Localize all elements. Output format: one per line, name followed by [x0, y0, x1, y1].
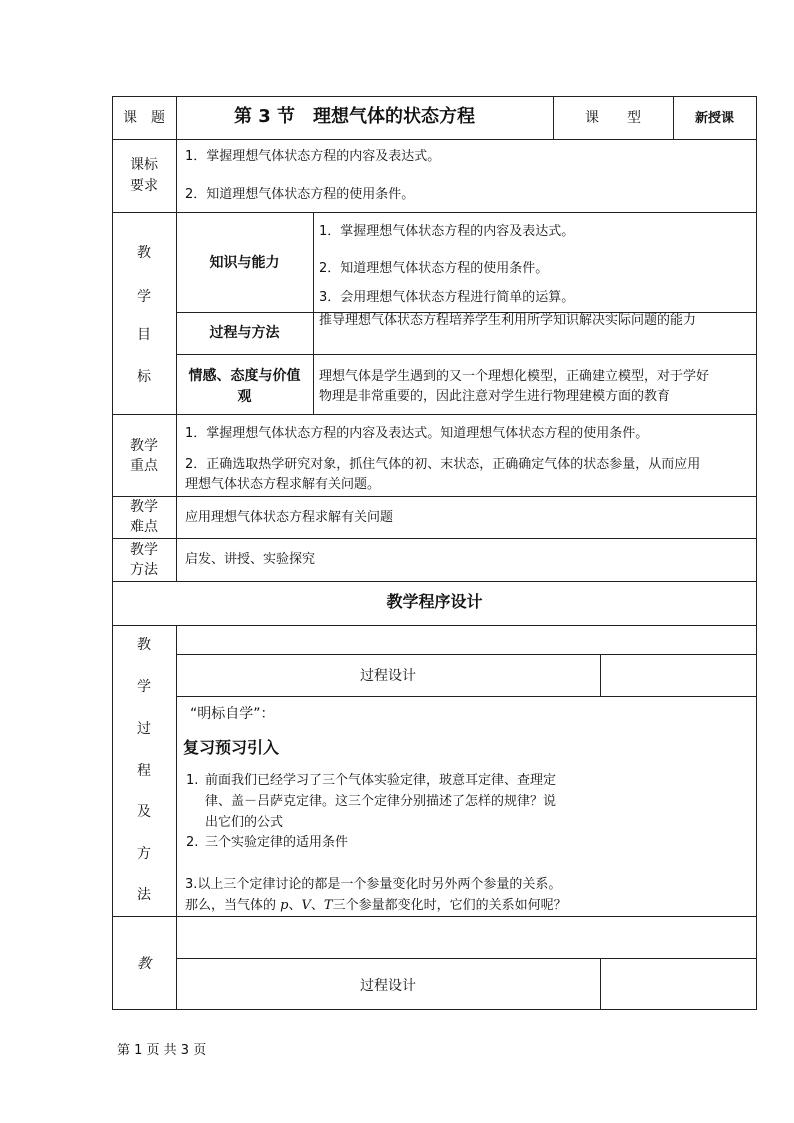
difficulties-label-line: 教学 [130, 499, 158, 515]
process2-side-char: 教 [137, 956, 151, 972]
methods-text: 启发、讲授、实验探究 [185, 552, 316, 567]
emotion-text [319, 367, 709, 407]
process-side-char: 过 [137, 721, 151, 737]
review-item-line: 出它们的公式 [205, 815, 284, 830]
lesson-title: 第 3 节 理想气体的状态方程 [234, 106, 476, 127]
program-title: 教学程序设计 [386, 592, 483, 611]
row-line [176, 958, 757, 959]
standards-label-line: 课标 [130, 157, 158, 173]
review-heading: 复习预习引入 [183, 738, 280, 757]
col-line [600, 958, 601, 1009]
text-run: 、 [310, 898, 324, 913]
emotion-text-line: 物理是非常重要的，因此注意对学生进行物理建模方面的教育 [319, 389, 671, 404]
standards-label-line: 要求 [130, 178, 158, 194]
difficulties-label-line: 难点 [130, 519, 158, 535]
table-border-bottom [112, 1009, 757, 1010]
var-v: V [301, 898, 311, 913]
row-line [176, 654, 757, 655]
subject-label: 课 题 [123, 110, 165, 126]
var-p: p [280, 898, 289, 913]
col-line [600, 654, 601, 696]
table-border-right [756, 96, 757, 1009]
table-border-top [112, 96, 757, 97]
item-number: 2. [186, 835, 199, 850]
review-item-line: 三个实验定律的适用条件 [205, 835, 349, 850]
process-method-text: 推导理想气体状态方程培养学生利用所学知识解决实际问题的能力 [319, 313, 697, 328]
key-points-label [112, 436, 176, 476]
row-line [112, 139, 757, 140]
difficulties-text: 应用理想气体状态方程求解有关问题 [185, 510, 394, 525]
objectives-label-char: 目 [137, 327, 151, 343]
key-points-line: 1．掌握理想气体状态方程的内容及表达式。知道理想气体状态方程的使用条件。 [185, 426, 649, 441]
lesson-type-value: 新授课 [694, 111, 734, 126]
row-line [176, 696, 757, 697]
key-points-line: 2．正确选取热学研究对象，抓住气体的初、末状态，正确确定气体的状态参量，从而应用 [185, 457, 701, 472]
process-design-header: 过程设计 [360, 668, 416, 684]
review-item-line [185, 897, 567, 915]
objectives-label-char: 标 [137, 369, 151, 385]
key-points-line: 理想气体状态方程求解有关问题。 [185, 477, 381, 492]
item-number: 1. [186, 773, 199, 788]
process-side-char: 方 [137, 846, 151, 862]
standards-item: 2．知道理想气体状态方程的使用条件。 [185, 187, 415, 202]
standards-item: 1．掌握理想气体状态方程的内容及表达式。 [185, 149, 441, 164]
review-item-line: 前面我们已经学习了三个气体实验定律，玻意耳定律、查理定 [205, 773, 557, 788]
methods-label-line: 教学 [130, 542, 158, 558]
var-t: T [323, 898, 333, 913]
methods-label-line: 方法 [130, 562, 158, 578]
process-method-label: 过程与方法 [209, 325, 280, 341]
intro-label: “明标自学”： [190, 706, 275, 722]
text-run: 那么，当气体的 [185, 898, 281, 913]
difficulties-label [112, 497, 176, 537]
process2-design-header: 过程设计 [360, 978, 416, 994]
row-line [112, 414, 757, 415]
process-side-char: 教 [137, 637, 151, 653]
process-side-char: 法 [137, 887, 151, 903]
emotion-label [176, 366, 313, 408]
knowledge-item: 3．会用理想气体状态方程进行简单的运算。 [319, 290, 575, 305]
emotion-label-line: 观 [237, 389, 252, 405]
knowledge-item: 2．知道理想气体状态方程的使用条件。 [319, 261, 549, 276]
review-item-line: 律、盖－吕萨克定律。这三个定律分别描述了怎样的规律？说 [205, 794, 557, 809]
process-side-char: 学 [137, 679, 151, 695]
objectives-label-char: 教 [137, 245, 151, 261]
review-item-line: 3.以上三个定律讨论的都是一个参量变化时另外两个参量的关系。 [185, 877, 562, 892]
process-side-char: 及 [137, 804, 151, 820]
standards-label [112, 155, 176, 197]
lesson-type-label: 课 型 [585, 110, 641, 126]
row-line [112, 916, 757, 917]
row-line [112, 581, 757, 582]
row-line [176, 354, 757, 355]
emotion-label-line: 情感、态度与价值 [188, 368, 301, 384]
text-run: 、 [288, 898, 302, 913]
page-footer: 第 1 页 共 3 页 [117, 1043, 207, 1058]
knowledge-item: 1．掌握理想气体状态方程的内容及表达式。 [319, 224, 575, 239]
emotion-text-line: 理想气体是学生遇到的又一个理想化模型，正确建立模型，对于学好 [319, 369, 710, 384]
knowledge-label: 知识与能力 [209, 255, 280, 271]
col-line [313, 212, 314, 414]
row-line [112, 625, 757, 626]
key-points-label-line: 教学 [130, 438, 158, 454]
row-line [112, 496, 757, 497]
objectives-label-char: 学 [137, 289, 151, 305]
row-line [112, 212, 757, 213]
text-run: 三个参量都变化时，它们的关系如何呢？ [332, 898, 567, 913]
row-line [112, 538, 757, 539]
process-side-char: 程 [137, 763, 151, 779]
key-points-label-line: 重点 [130, 458, 158, 474]
methods-label [112, 540, 176, 580]
